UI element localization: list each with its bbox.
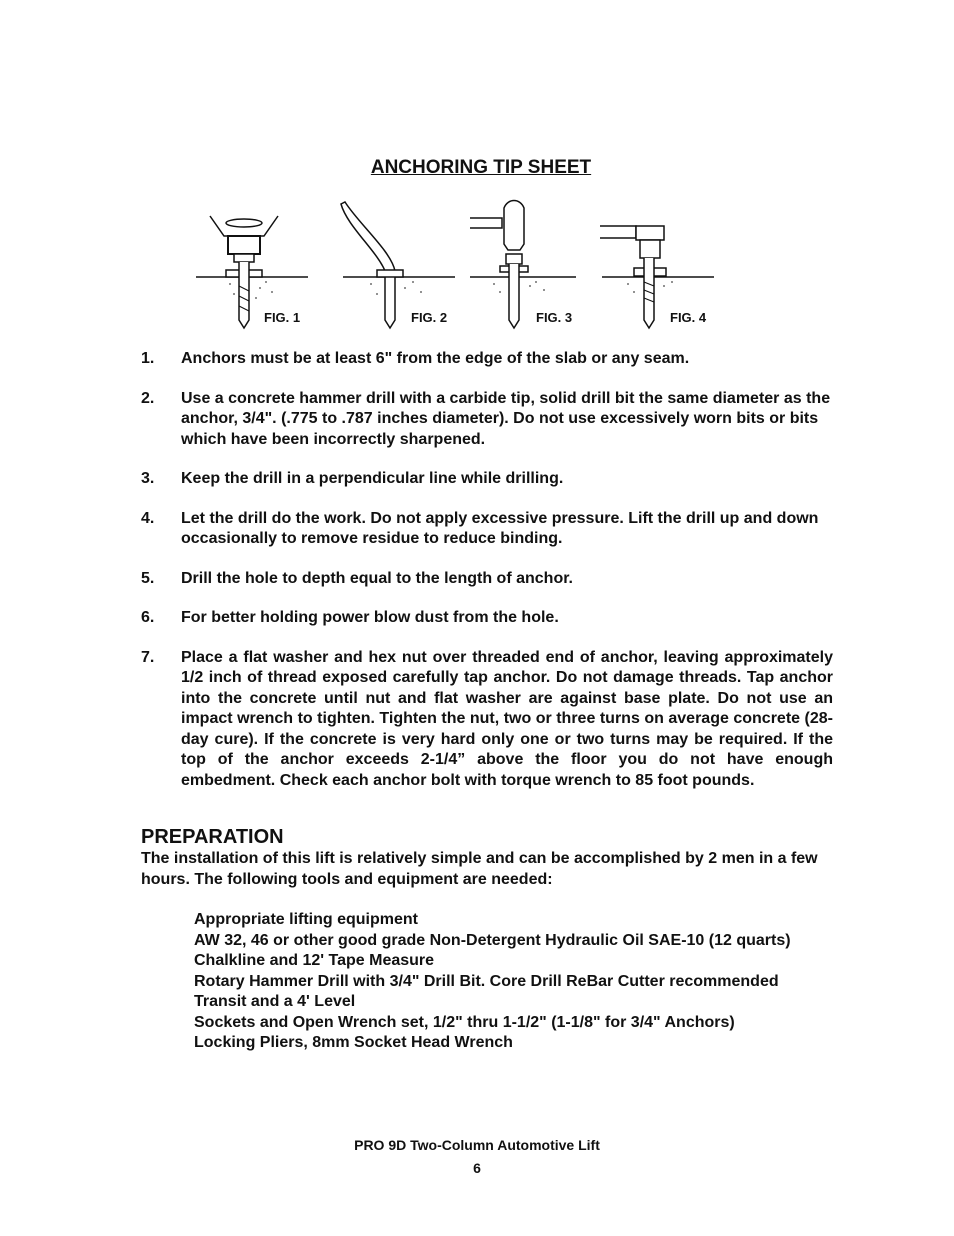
tool-item: Transit and a 4' Level (194, 993, 356, 1010)
bent-rod-icon (337, 196, 467, 336)
figure-2-label: FIG. 2 (411, 310, 448, 325)
step-text: Drill the hole to depth equal to the length of anchor. (181, 569, 573, 587)
figure-1-label: FIG. 1 (264, 310, 301, 325)
step-number: 5. (141, 569, 155, 587)
anchoring-steps (141, 349, 833, 810)
torque-wrench-icon (600, 196, 730, 336)
hammer-icon (464, 196, 594, 336)
step-number: 3. (141, 470, 155, 487)
tool-item: Chalkline and 12' Tape Measure (194, 952, 435, 969)
figure-4-label: FIG. 4 (670, 310, 707, 325)
tool-item: Sockets and Open Wrench set, 1/2" thru 1-1/2" (1-1/8" for 3/4" Anchors) (194, 1013, 735, 1031)
page-number: 6 (473, 1160, 481, 1176)
anchoring-figures (190, 196, 730, 336)
step-text: Use a concrete hammer drill with a carbide tip, solid drill bit the same diameter as the anchor, 3/4". (.775 to .787 inches diameter). Do not use excessively worn bits or bits which have been incorrectly sharpened. (181, 389, 831, 448)
tools-list (194, 910, 819, 1054)
drill-icon (190, 196, 320, 336)
footer-title: PRO 9D Two-Column Automotive Lift (354, 1137, 600, 1153)
step-text: For better holding power blow dust from the hole. (181, 609, 559, 626)
step-number: 1. (141, 350, 155, 367)
step-number: 2. (141, 389, 155, 407)
tool-item: AW 32, 46 or other good grade Non-Detergent Hydraulic Oil SAE-10 (12 quarts) (194, 931, 791, 949)
step-text: Keep the drill in a perpendicular line while drilling. (181, 470, 564, 487)
preparation-intro: The installation of this lift is relatively simple and can be accomplished by 2 men in a few hours. The following tools and equipment are needed: (141, 850, 818, 888)
step-item (141, 469, 833, 490)
preparation-heading: PREPARATION (141, 826, 284, 848)
step-item (141, 389, 833, 451)
figure-4 (600, 196, 730, 336)
step-number: 7. (141, 648, 155, 666)
step-text: Place a flat washer and hex nut over threaded end of anchor, leaving approximately 1/2 inch of thread exposed carefully tap anchor. Do not damage threads. Tap anchor into the concrete until nut and flat washer are against base plate. Do not use an impact wrench to tighten. Tighten the nut, two or three turns on average concrete (28-day cure). If the concrete is very hard only one or two turns may be required. If the top of the anchor exceeds 2-1/4” above the floor you do not have enough embedment. Check each anchor bolt with torque wrench to 85 foot pounds. (181, 648, 833, 789)
tool-item: Locking Pliers, 8mm Socket Head Wrench (194, 1034, 513, 1051)
tool-item: Appropriate lifting equipment (194, 911, 418, 928)
figure-1 (190, 196, 320, 336)
step-item (141, 608, 833, 629)
tool-item: Rotary Hammer Drill with 3/4" Drill Bit. Core Drill ReBar Cutter recommended (194, 972, 779, 990)
step-text: Anchors must be at least 6" from the edge of the slab or any seam. (181, 350, 690, 367)
step-number: 6. (141, 609, 155, 626)
figure-3 (464, 196, 594, 336)
step-number: 4. (141, 509, 155, 527)
step-text: Let the drill do the work. Do not apply excessive pressure. Lift the drill up and down occasionally to remove residue to reduce binding. (181, 509, 819, 547)
step-item (141, 509, 833, 550)
step-item (141, 349, 833, 370)
figure-2 (337, 196, 467, 336)
step-item (141, 569, 833, 590)
figure-3-label: FIG. 3 (536, 310, 573, 325)
step-item (141, 648, 833, 792)
page-title: ANCHORING TIP SHEET (370, 157, 592, 178)
